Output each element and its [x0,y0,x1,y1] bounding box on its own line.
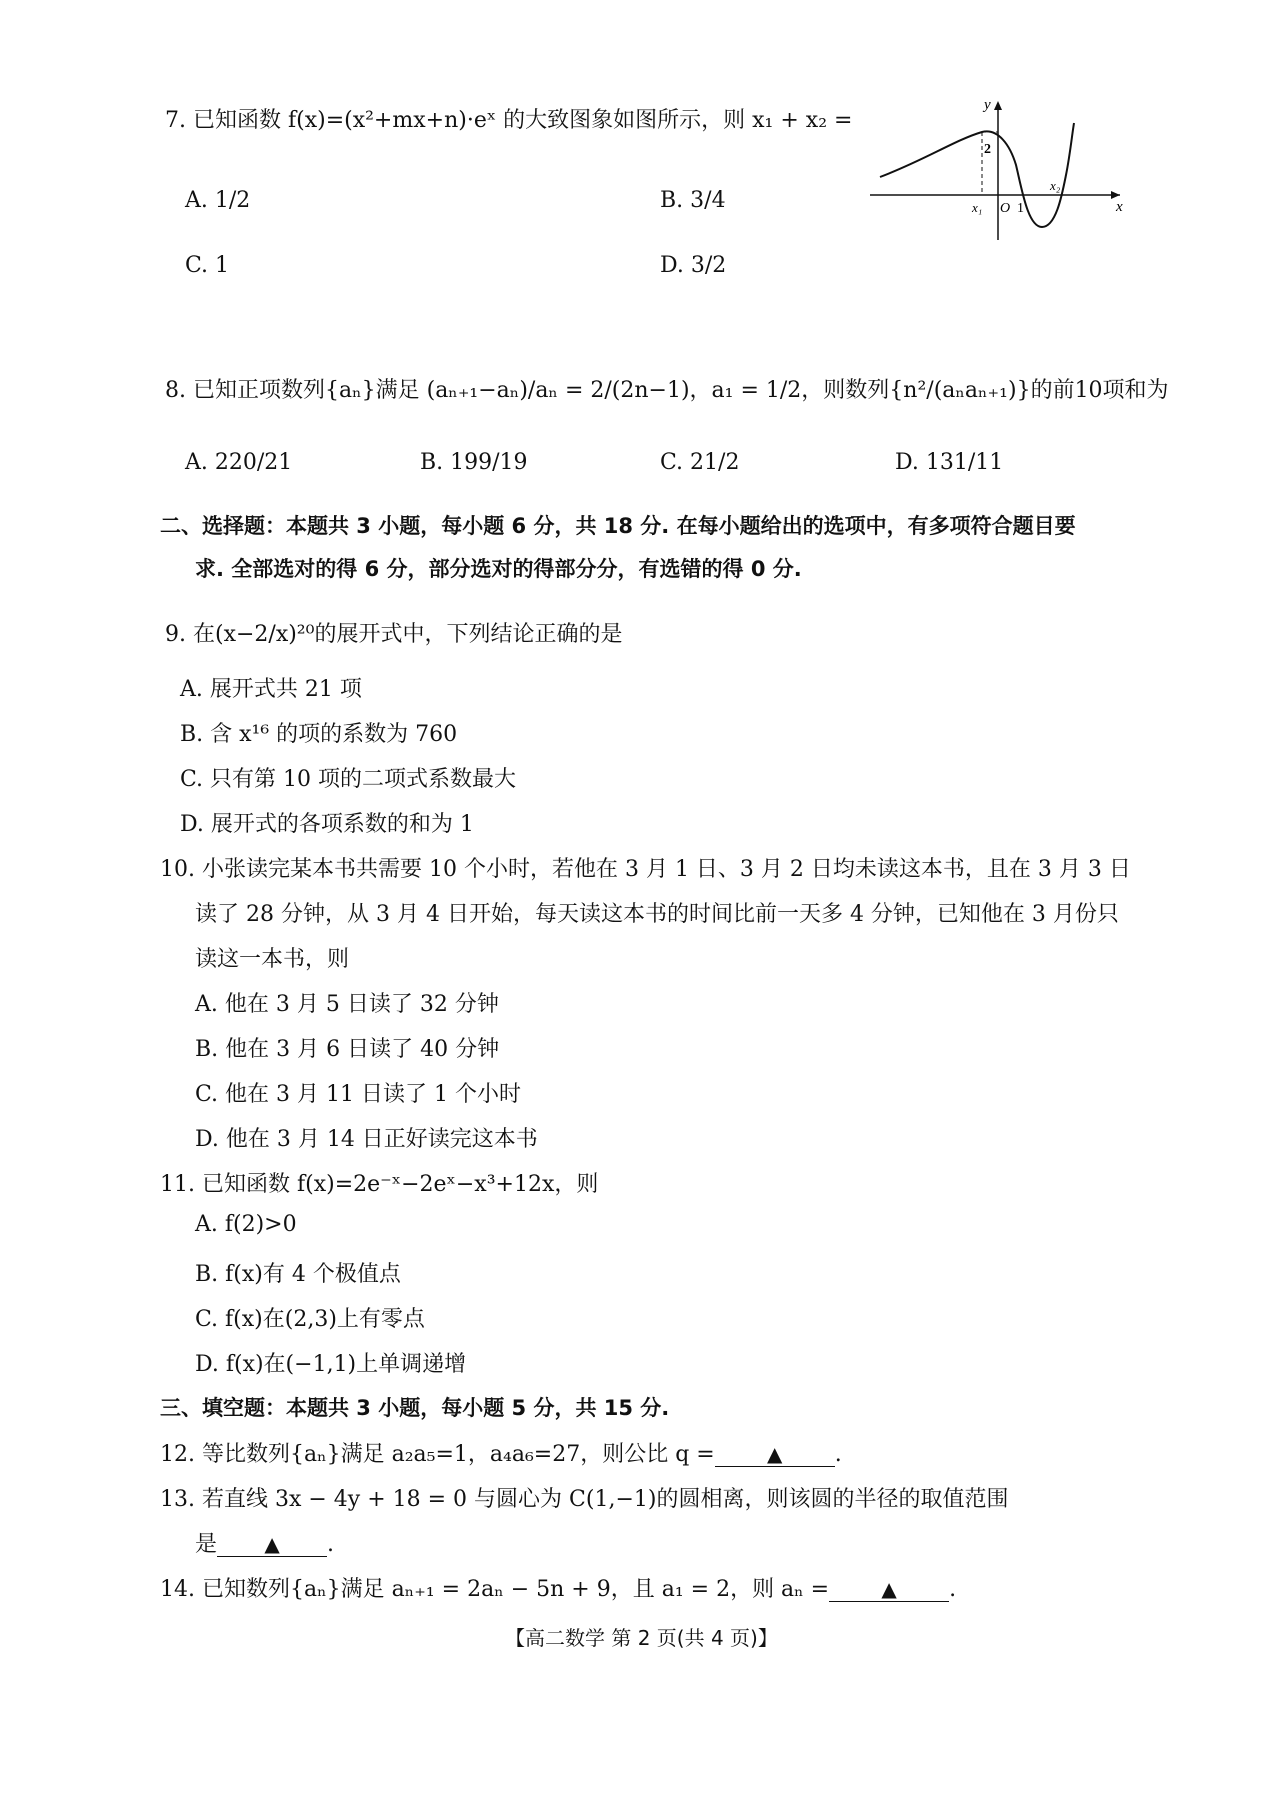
graph-label-y: y [984,97,991,113]
q8-option-c: C. 21/2 [660,450,740,475]
q7-option-d: D. 3/2 [660,253,727,278]
q14-answer-blank[interactable]: ▲ [829,1577,949,1602]
q13-line-2 [195,1527,334,1558]
q9-option-b: B. 含 x¹⁶ 的项的系数为 760 [180,722,458,747]
q12-end: . [834,1442,842,1467]
q13-stem-line-1: 13. 若直线 3x − 4y + 18 = 0 与圆心为 C(1,−1)的圆相离，则该圆的半径的取值范围 [160,1487,1009,1512]
graph-label-2: 2 [984,142,991,157]
q12-stem: 12. 等比数列{aₙ}满足 a₂a₅=1，a₄a₆=27，则公比 q = [160,1442,715,1467]
q10-stem-line-3: 读这一本书，则 [195,947,350,972]
q8-option-b: B. 199/19 [420,450,528,475]
q11-stem: 11. 已知函数 f(x)=2e⁻ˣ−2eˣ−x³+12x，则 [160,1172,599,1197]
page-footer: 【高二数学 第 2 页(共 4 页)】 [505,1626,778,1650]
q10-stem-line-2: 读了 28 分钟，从 3 月 4 日开始，每天读这本书的时间比前一天多 4 分钟，已知他在 3 月份只 [195,902,1119,927]
graph-label-x: x [1116,199,1123,215]
q10-stem-line-1: 10. 小张读完某本书共需要 10 个小时，若他在 3 月 1 日、3 月 2 日均未读这本书，且在 3 月 3 日 [160,857,1131,882]
q9-option-a: A. 展开式共 21 项 [180,677,362,702]
q11-option-c: C. f(x)在(2,3)上有零点 [195,1307,425,1332]
q14 [160,1572,956,1603]
q12-answer-blank[interactable]: ▲ [715,1442,835,1467]
q11-option-a: A. f(2)>0 [195,1212,297,1237]
q9-option-d: D. 展开式的各项系数的和为 1 [180,812,474,837]
q10-option-a: A. 他在 3 月 5 日读了 32 分钟 [195,992,499,1017]
section-2-header-cont: 求. 全部选对的得 6 分，部分选对的得部分分，有选错的得 0 分. [195,557,802,581]
graph-label-1: 1 [1017,201,1024,216]
graph-label-x1: x₁ [972,200,983,215]
q14-end: . [949,1577,957,1602]
q8-stem: 8. 已知正项数列{aₙ}满足 (aₙ₊₁−aₙ)/aₙ = 2/(2n−1)，a₁ = 1/2，则数列{n²/(aₙaₙ₊₁)}的前10项和为 [165,378,1169,403]
q7-function-graph [870,95,1130,245]
q11-option-d: D. f(x)在(−1,1)上单调递增 [195,1352,467,1377]
section-2-header: 二、选择题：本题共 3 小题，每小题 6 分，共 18 分. 在每小题给出的选项中，有多项符合题目要 [160,514,1076,538]
q12 [160,1437,842,1468]
q7-option-c: C. 1 [185,253,230,278]
q8-option-a: A. 220/21 [185,450,293,475]
graph-label-x2: x₂ [1050,178,1061,193]
q10-option-d: D. 他在 3 月 14 日正好读完这本书 [195,1127,538,1152]
q10-option-c: C. 他在 3 月 11 日读了 1 个小时 [195,1082,521,1107]
q7-option-b: B. 3/4 [660,188,726,213]
q13-stem-line-2: 是 [195,1532,218,1557]
q13-end: . [327,1532,335,1557]
q13-answer-blank[interactable]: ▲ [217,1532,327,1557]
q8-option-d: D. 131/11 [895,450,1004,475]
q9-stem: 9. 在(x−2/x)²⁰的展开式中，下列结论正确的是 [165,622,623,647]
q11-option-b: B. f(x)有 4 个极值点 [195,1262,401,1287]
q14-stem: 14. 已知数列{aₙ}满足 aₙ₊₁ = 2aₙ − 5n + 9，且 a₁ = 2，则 aₙ = [160,1577,830,1602]
q7-stem: 7. 已知函数 f(x)=(x²+mx+n)·eˣ 的大致图象如图所示，则 x₁ + x₂ = [165,108,853,133]
q9-option-c: C. 只有第 10 项的二项式系数最大 [180,767,517,792]
q7-option-a: A. 1/2 [185,188,251,213]
section-3-header: 三、填空题：本题共 3 小题，每小题 5 分，共 15 分. [160,1396,670,1420]
q10-option-b: B. 他在 3 月 6 日读了 40 分钟 [195,1037,500,1062]
graph-label-o: O [1000,201,1011,216]
